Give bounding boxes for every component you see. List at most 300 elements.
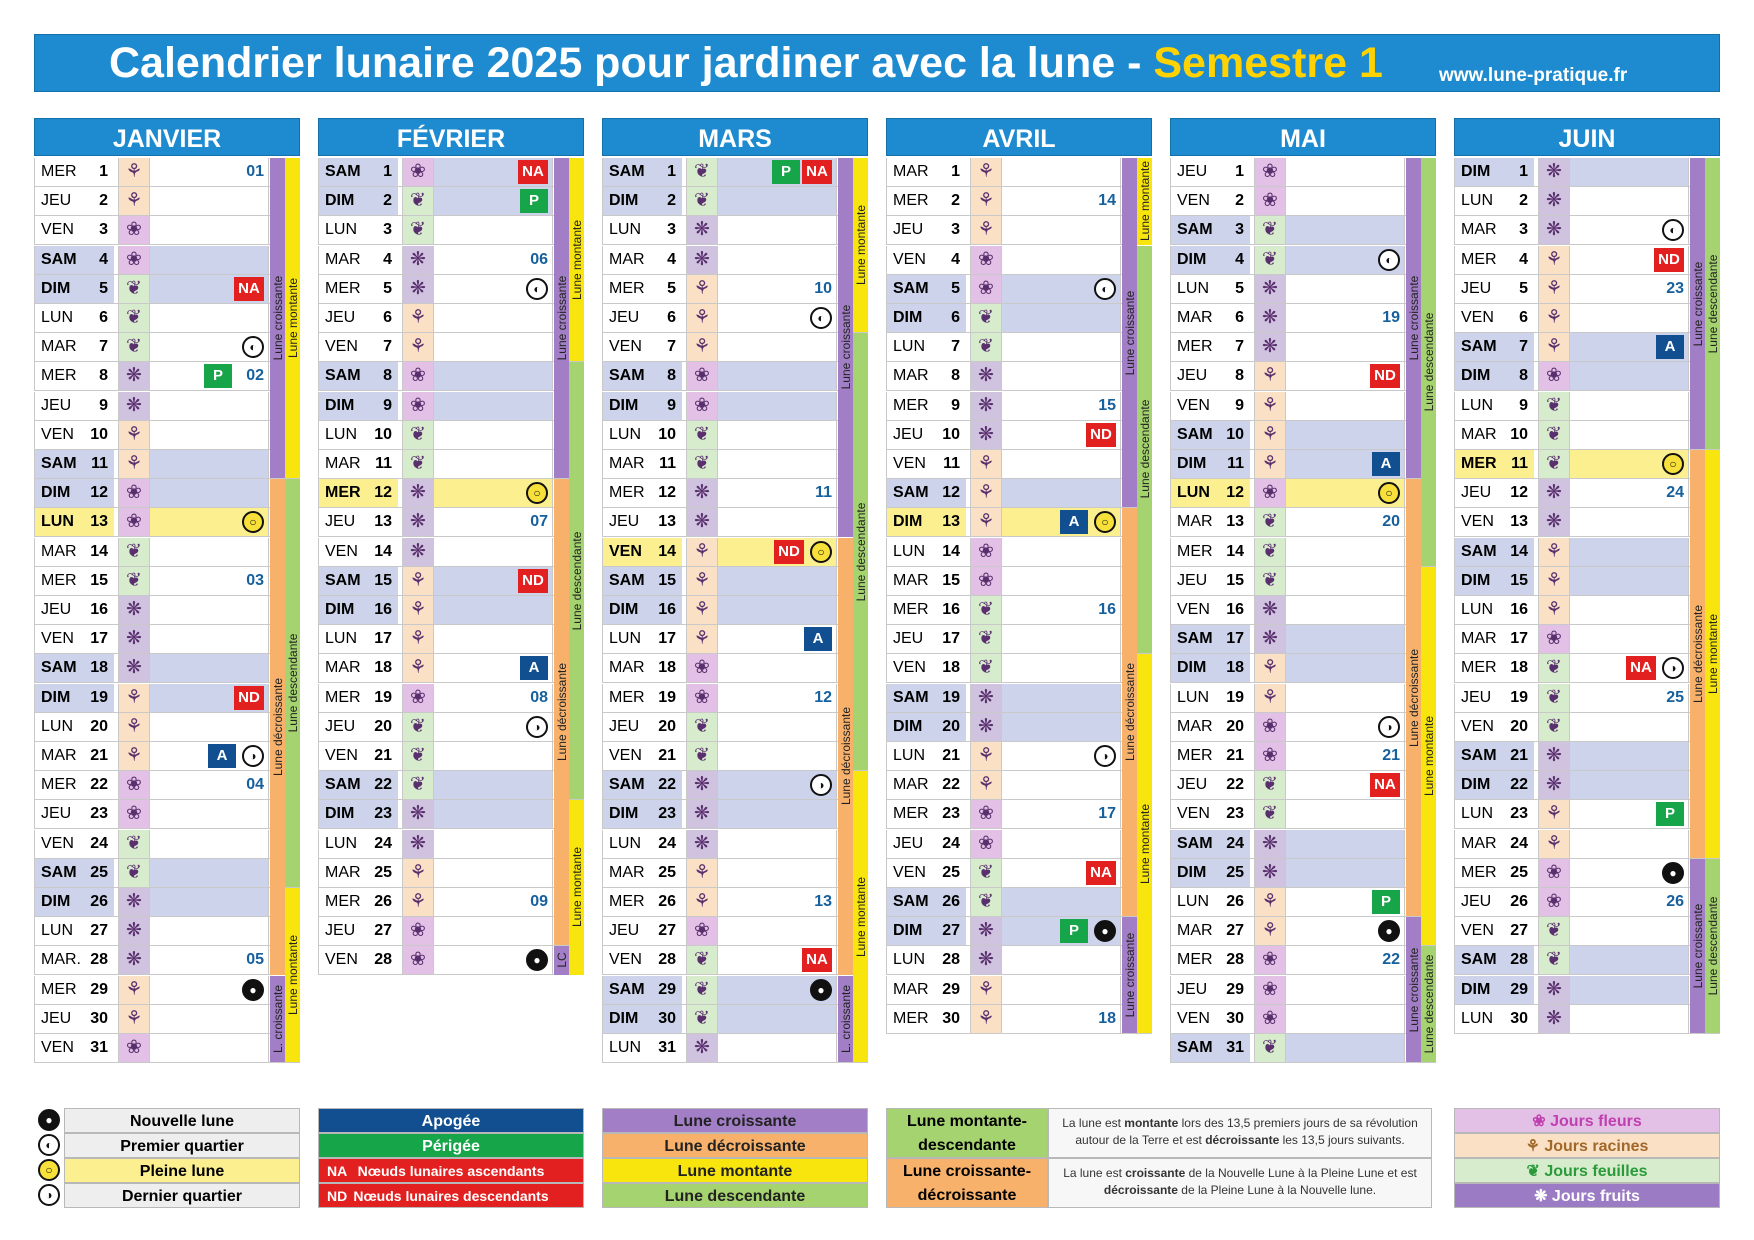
day-row[interactable]	[318, 742, 584, 771]
day-row[interactable]	[1454, 976, 1720, 1005]
day-row[interactable]	[318, 216, 584, 245]
day-name-cell	[602, 917, 682, 945]
day-row[interactable]	[602, 888, 868, 917]
day-name-cell	[318, 800, 398, 828]
day-row[interactable]	[1454, 187, 1720, 216]
day-row[interactable]	[34, 917, 300, 946]
day-row[interactable]	[34, 654, 300, 683]
event-cell	[434, 654, 553, 682]
day-row[interactable]	[34, 246, 300, 275]
day-row[interactable]	[1170, 976, 1436, 1005]
day-row[interactable]	[34, 304, 300, 333]
day-row[interactable]	[34, 479, 300, 508]
day-name-cell	[602, 742, 682, 770]
day-row[interactable]	[886, 333, 1152, 362]
day-row[interactable]	[1170, 859, 1436, 888]
fruit-icon: ❋	[686, 830, 718, 858]
racine-icon: ⚘	[402, 567, 434, 595]
day-row[interactable]	[602, 362, 868, 391]
day-name-cell	[1170, 859, 1250, 887]
day-row[interactable]	[886, 830, 1152, 859]
day-row[interactable]	[318, 596, 584, 625]
day-row[interactable]	[318, 830, 584, 859]
day-name-cell	[1170, 450, 1250, 478]
day-row[interactable]	[886, 625, 1152, 654]
feuille-icon: ❦	[1254, 1034, 1286, 1062]
day-number: 28	[1226, 951, 1244, 969]
day-number: 10	[90, 425, 108, 443]
day-row[interactable]	[1170, 742, 1436, 771]
fruit-icon: ❋	[402, 508, 434, 536]
day-number: 12	[90, 484, 108, 502]
day-row[interactable]	[318, 625, 584, 654]
day-row[interactable]	[886, 946, 1152, 975]
day-row[interactable]	[886, 362, 1152, 391]
day-row[interactable]	[1454, 508, 1720, 537]
racine-icon: ⚘	[686, 625, 718, 653]
day-row[interactable]	[1170, 304, 1436, 333]
legend-combo-row	[886, 1158, 1048, 1208]
day-row[interactable]	[318, 888, 584, 917]
weekday-label: DIM	[325, 396, 355, 414]
day-row[interactable]	[886, 275, 1152, 304]
racine-icon: ⚘	[118, 158, 150, 186]
day-row[interactable]	[34, 1005, 300, 1034]
day-row[interactable]	[1170, 713, 1436, 742]
day-row[interactable]	[34, 742, 300, 771]
day-row[interactable]	[34, 275, 300, 304]
day-row[interactable]	[1170, 508, 1436, 537]
day-row[interactable]	[318, 246, 584, 275]
day-row[interactable]	[602, 800, 868, 829]
day-row[interactable]	[886, 1005, 1152, 1034]
event-cell	[150, 1005, 269, 1033]
feuille-icon: ❦	[1538, 654, 1570, 682]
day-row[interactable]	[1170, 246, 1436, 275]
fruit-icon: ❋	[1538, 187, 1570, 215]
day-row[interactable]	[1170, 1005, 1436, 1034]
day-row[interactable]	[602, 508, 868, 537]
month-header: AVRIL	[886, 118, 1152, 156]
racine-icon: ⚘	[1538, 275, 1570, 303]
racine-icon: ⚘	[970, 742, 1002, 770]
day-row[interactable]	[1454, 654, 1720, 683]
feuille-icon: ❦	[686, 976, 718, 1004]
fruit-icon: ❋	[1538, 216, 1570, 244]
fleur-icon: ❀	[402, 684, 434, 712]
day-row[interactable]	[1170, 946, 1436, 975]
day-row[interactable]	[34, 946, 300, 975]
day-row[interactable]	[34, 216, 300, 245]
day-row[interactable]	[318, 479, 584, 508]
day-row[interactable]	[602, 158, 868, 187]
day-name-cell	[318, 742, 398, 770]
day-row[interactable]	[318, 567, 584, 596]
day-row[interactable]	[602, 713, 868, 742]
day-row[interactable]	[34, 859, 300, 888]
day-name-cell	[1170, 158, 1250, 186]
day-number: 3	[99, 221, 108, 239]
weekday-label: SAM	[41, 863, 77, 881]
fruit-icon: ❋	[118, 654, 150, 682]
day-row[interactable]	[886, 538, 1152, 567]
day-row[interactable]	[886, 684, 1152, 713]
day-row[interactable]	[602, 625, 868, 654]
day-row[interactable]	[886, 216, 1152, 245]
day-row[interactable]	[318, 392, 584, 421]
phase-band-croissante	[1690, 158, 1705, 449]
day-row[interactable]	[1454, 596, 1720, 625]
full-moon-icon: ○	[38, 1159, 60, 1181]
weekday-label: DIM	[1461, 367, 1491, 385]
day-name-cell	[1170, 800, 1250, 828]
day-row[interactable]	[318, 713, 584, 742]
weekday-label: JEU	[1177, 163, 1208, 180]
day-row[interactable]	[34, 830, 300, 859]
day-row[interactable]	[318, 800, 584, 829]
phase-band-label: Lune montante	[569, 847, 584, 928]
day-row[interactable]	[1170, 275, 1436, 304]
day-name-cell	[886, 333, 966, 361]
feuille-icon: ❦	[1254, 567, 1286, 595]
day-row[interactable]	[602, 684, 868, 713]
day-row[interactable]	[886, 888, 1152, 917]
day-row[interactable]	[1170, 362, 1436, 391]
day-row[interactable]	[602, 187, 868, 216]
day-row[interactable]	[602, 596, 868, 625]
legend-label: Lune montante	[677, 1163, 793, 1180]
day-row[interactable]	[318, 684, 584, 713]
day-row[interactable]	[34, 421, 300, 450]
day-name-cell	[886, 187, 966, 215]
weekday-label: MAR	[325, 250, 361, 268]
weekday-label: LUN	[1461, 192, 1494, 210]
day-row[interactable]	[1170, 684, 1436, 713]
day-row[interactable]	[602, 946, 868, 975]
racine-icon: ⚘	[970, 771, 1002, 799]
day-row[interactable]	[318, 508, 584, 537]
day-row[interactable]	[1170, 917, 1436, 946]
fruit-icon: ❋	[118, 392, 150, 420]
weekday-label: SAM	[1461, 338, 1497, 356]
day-row[interactable]	[318, 187, 584, 216]
day-row[interactable]	[886, 479, 1152, 508]
event-cell	[150, 830, 269, 858]
day-row[interactable]	[886, 421, 1152, 450]
day-row[interactable]	[1454, 888, 1720, 917]
day-row[interactable]	[602, 392, 868, 421]
day-row[interactable]	[34, 800, 300, 829]
day-row[interactable]	[34, 596, 300, 625]
day-row[interactable]	[886, 800, 1152, 829]
day-row[interactable]	[1170, 830, 1436, 859]
day-row[interactable]	[318, 654, 584, 683]
phase-band-label: Lune descendante	[1705, 896, 1720, 996]
day-row[interactable]	[602, 742, 868, 771]
day-number: 19	[90, 688, 108, 706]
day-row[interactable]	[1170, 1034, 1436, 1063]
event-cell	[1286, 304, 1405, 332]
day-number: 11	[91, 455, 108, 472]
day-row[interactable]	[602, 450, 868, 479]
day-row[interactable]	[1170, 450, 1436, 479]
day-row[interactable]	[602, 917, 868, 946]
day-name-cell	[318, 479, 398, 507]
day-row[interactable]	[602, 538, 868, 567]
day-row[interactable]	[318, 450, 584, 479]
day-row[interactable]	[34, 333, 300, 362]
day-row[interactable]	[1454, 830, 1720, 859]
weekday-label: VEN	[1461, 513, 1494, 531]
day-row[interactable]	[1454, 304, 1720, 333]
day-row[interactable]	[1170, 392, 1436, 421]
day-row[interactable]	[1454, 625, 1720, 654]
day-row[interactable]	[1454, 567, 1720, 596]
day-row[interactable]	[886, 508, 1152, 537]
day-row[interactable]	[34, 1034, 300, 1063]
event-badge-nd: ND	[1370, 364, 1400, 388]
day-name-cell	[886, 625, 966, 653]
day-row[interactable]	[34, 684, 300, 713]
day-row[interactable]	[1454, 917, 1720, 946]
day-row[interactable]	[318, 538, 584, 567]
day-name-cell	[1454, 508, 1534, 536]
day-row[interactable]	[318, 362, 584, 391]
weekday-label: MAR	[325, 455, 361, 472]
day-row[interactable]	[318, 771, 584, 800]
legend-combo-row	[886, 1108, 1048, 1158]
week-number: 25	[1666, 688, 1684, 706]
day-name-cell	[886, 567, 966, 595]
weekday-label: MAR	[41, 747, 77, 764]
day-row[interactable]	[1454, 800, 1720, 829]
day-row[interactable]	[886, 392, 1152, 421]
feuille-icon: ❦	[686, 450, 718, 478]
day-number: 8	[383, 367, 392, 385]
weekday-label: SAM	[609, 980, 645, 998]
day-row[interactable]	[318, 275, 584, 304]
day-row[interactable]	[1454, 859, 1720, 888]
day-row[interactable]	[602, 830, 868, 859]
day-row[interactable]	[34, 713, 300, 742]
note-part: décroissante	[1103, 1183, 1178, 1197]
day-name-cell	[886, 1005, 966, 1033]
day-row[interactable]	[34, 158, 300, 187]
day-row[interactable]	[886, 771, 1152, 800]
day-row[interactable]	[1170, 625, 1436, 654]
day-row[interactable]	[602, 859, 868, 888]
day-number: 21	[374, 747, 392, 764]
day-row[interactable]	[602, 304, 868, 333]
day-row[interactable]	[1170, 596, 1436, 625]
feuille-icon: ❦	[970, 596, 1002, 624]
weekday-label: DIM	[1461, 776, 1491, 794]
weekday-label: SAM	[1177, 221, 1213, 239]
weekday-label: SAM	[41, 250, 77, 268]
event-cell	[718, 246, 837, 274]
day-row[interactable]	[886, 713, 1152, 742]
day-name-cell	[34, 216, 114, 244]
day-row[interactable]	[1454, 538, 1720, 567]
day-name-cell	[34, 917, 114, 945]
day-row[interactable]	[886, 450, 1152, 479]
event-cell	[1286, 158, 1405, 186]
day-number: 11	[375, 455, 392, 472]
day-row[interactable]	[886, 654, 1152, 683]
day-row[interactable]	[34, 508, 300, 537]
day-row[interactable]	[34, 362, 300, 391]
day-row[interactable]	[318, 917, 584, 946]
day-row[interactable]	[318, 946, 584, 975]
day-row[interactable]	[1454, 771, 1720, 800]
racine-icon: ⚘	[1254, 450, 1286, 478]
week-number: 15	[1098, 396, 1116, 414]
event-cell	[150, 158, 269, 186]
day-number: 11	[943, 455, 960, 472]
day-row[interactable]	[34, 450, 300, 479]
event-cell	[434, 479, 553, 507]
day-row[interactable]	[1170, 771, 1436, 800]
day-row[interactable]	[34, 976, 300, 1005]
day-row[interactable]	[1454, 1005, 1720, 1034]
day-row[interactable]	[602, 216, 868, 245]
day-name-cell	[1170, 333, 1250, 361]
day-row[interactable]	[1454, 333, 1720, 362]
day-row[interactable]	[1454, 742, 1720, 771]
day-row[interactable]	[1454, 946, 1720, 975]
racine-icon: ⚘	[1538, 596, 1570, 624]
week-number: 14	[1098, 192, 1116, 210]
day-row[interactable]	[34, 538, 300, 567]
fleur-icon: ❀	[402, 392, 434, 420]
legend-event-row	[318, 1158, 584, 1183]
site-url[interactable]: www.lune-pratique.fr	[1439, 65, 1628, 86]
phase-band-descendante	[1705, 158, 1720, 449]
day-row[interactable]	[1170, 800, 1436, 829]
day-row[interactable]	[1170, 567, 1436, 596]
day-row[interactable]	[1454, 158, 1720, 187]
racine-icon: ⚘	[402, 654, 434, 682]
day-row[interactable]	[1170, 187, 1436, 216]
day-row[interactable]	[1170, 216, 1436, 245]
day-number: 3	[1235, 221, 1244, 239]
day-row[interactable]	[886, 596, 1152, 625]
day-row[interactable]	[602, 976, 868, 1005]
day-number: 22	[90, 776, 108, 794]
weekday-label: DIM	[325, 192, 355, 210]
day-row[interactable]	[886, 976, 1152, 1005]
day-row[interactable]	[1454, 479, 1720, 508]
day-row[interactable]	[602, 275, 868, 304]
day-row[interactable]	[318, 333, 584, 362]
day-row[interactable]	[318, 304, 584, 333]
day-row[interactable]	[886, 246, 1152, 275]
day-row[interactable]	[886, 917, 1152, 946]
day-row[interactable]	[1170, 158, 1436, 187]
day-row[interactable]	[1454, 246, 1720, 275]
day-row[interactable]	[1454, 450, 1720, 479]
day-row[interactable]	[602, 771, 868, 800]
weekday-label: LUN	[1461, 396, 1494, 414]
day-row[interactable]	[1454, 392, 1720, 421]
day-row[interactable]	[886, 742, 1152, 771]
day-row[interactable]	[34, 392, 300, 421]
last-quarter-icon: ◑	[810, 774, 832, 796]
day-row[interactable]	[602, 246, 868, 275]
fleur-icon: ❀	[118, 216, 150, 244]
day-row[interactable]	[34, 771, 300, 800]
day-row[interactable]	[1170, 654, 1436, 683]
day-row[interactable]	[1454, 684, 1720, 713]
day-row[interactable]	[34, 187, 300, 216]
legend-node-key: ND	[327, 1188, 348, 1204]
event-cell	[1570, 742, 1689, 770]
event-cell	[1570, 917, 1689, 945]
phase-band-montante	[1705, 450, 1720, 858]
day-row[interactable]	[602, 479, 868, 508]
day-row[interactable]	[602, 654, 868, 683]
day-row[interactable]	[602, 333, 868, 362]
day-name-cell	[886, 538, 966, 566]
day-row[interactable]	[34, 888, 300, 917]
day-row[interactable]	[886, 158, 1152, 187]
weekday-label: VEN	[325, 747, 358, 764]
weekday-label: SAM	[893, 279, 929, 297]
weekday-label: MAR	[1461, 221, 1497, 239]
day-name-cell	[318, 654, 398, 682]
day-row[interactable]	[1454, 216, 1720, 245]
day-row[interactable]	[318, 421, 584, 450]
phase-band-label: Lune croissante	[270, 275, 285, 361]
day-row[interactable]	[602, 1034, 868, 1063]
day-row[interactable]	[34, 625, 300, 654]
day-row[interactable]	[602, 1005, 868, 1034]
day-row[interactable]	[34, 567, 300, 596]
day-row[interactable]	[1170, 333, 1436, 362]
day-row[interactable]	[1454, 713, 1720, 742]
day-row[interactable]	[318, 158, 584, 187]
day-name-cell	[318, 187, 398, 215]
day-row[interactable]	[886, 567, 1152, 596]
racine-icon: ⚘	[686, 275, 718, 303]
day-name-cell	[886, 654, 966, 682]
day-row[interactable]	[318, 859, 584, 888]
racine-icon: ⚘	[970, 1005, 1002, 1033]
day-row[interactable]	[1170, 888, 1436, 917]
day-row[interactable]	[1454, 362, 1720, 391]
day-row[interactable]	[1170, 421, 1436, 450]
day-name-cell	[1170, 246, 1250, 274]
day-row[interactable]	[1454, 421, 1720, 450]
day-row[interactable]	[602, 567, 868, 596]
event-cell	[718, 713, 837, 741]
day-row[interactable]	[886, 859, 1152, 888]
day-row[interactable]	[1170, 479, 1436, 508]
event-cell	[434, 771, 553, 799]
day-row[interactable]	[602, 421, 868, 450]
weekday-label: MER	[41, 980, 77, 998]
day-number: 26	[1226, 893, 1244, 910]
day-number: 28	[374, 951, 392, 969]
day-row[interactable]	[1454, 275, 1720, 304]
new-moon-icon: ●	[810, 979, 832, 1001]
fleur-icon: ❀	[1254, 479, 1286, 507]
day-row[interactable]	[1170, 538, 1436, 567]
day-name-cell	[602, 508, 682, 536]
day-row[interactable]	[886, 187, 1152, 216]
event-cell	[1002, 859, 1121, 887]
day-row[interactable]	[886, 304, 1152, 333]
